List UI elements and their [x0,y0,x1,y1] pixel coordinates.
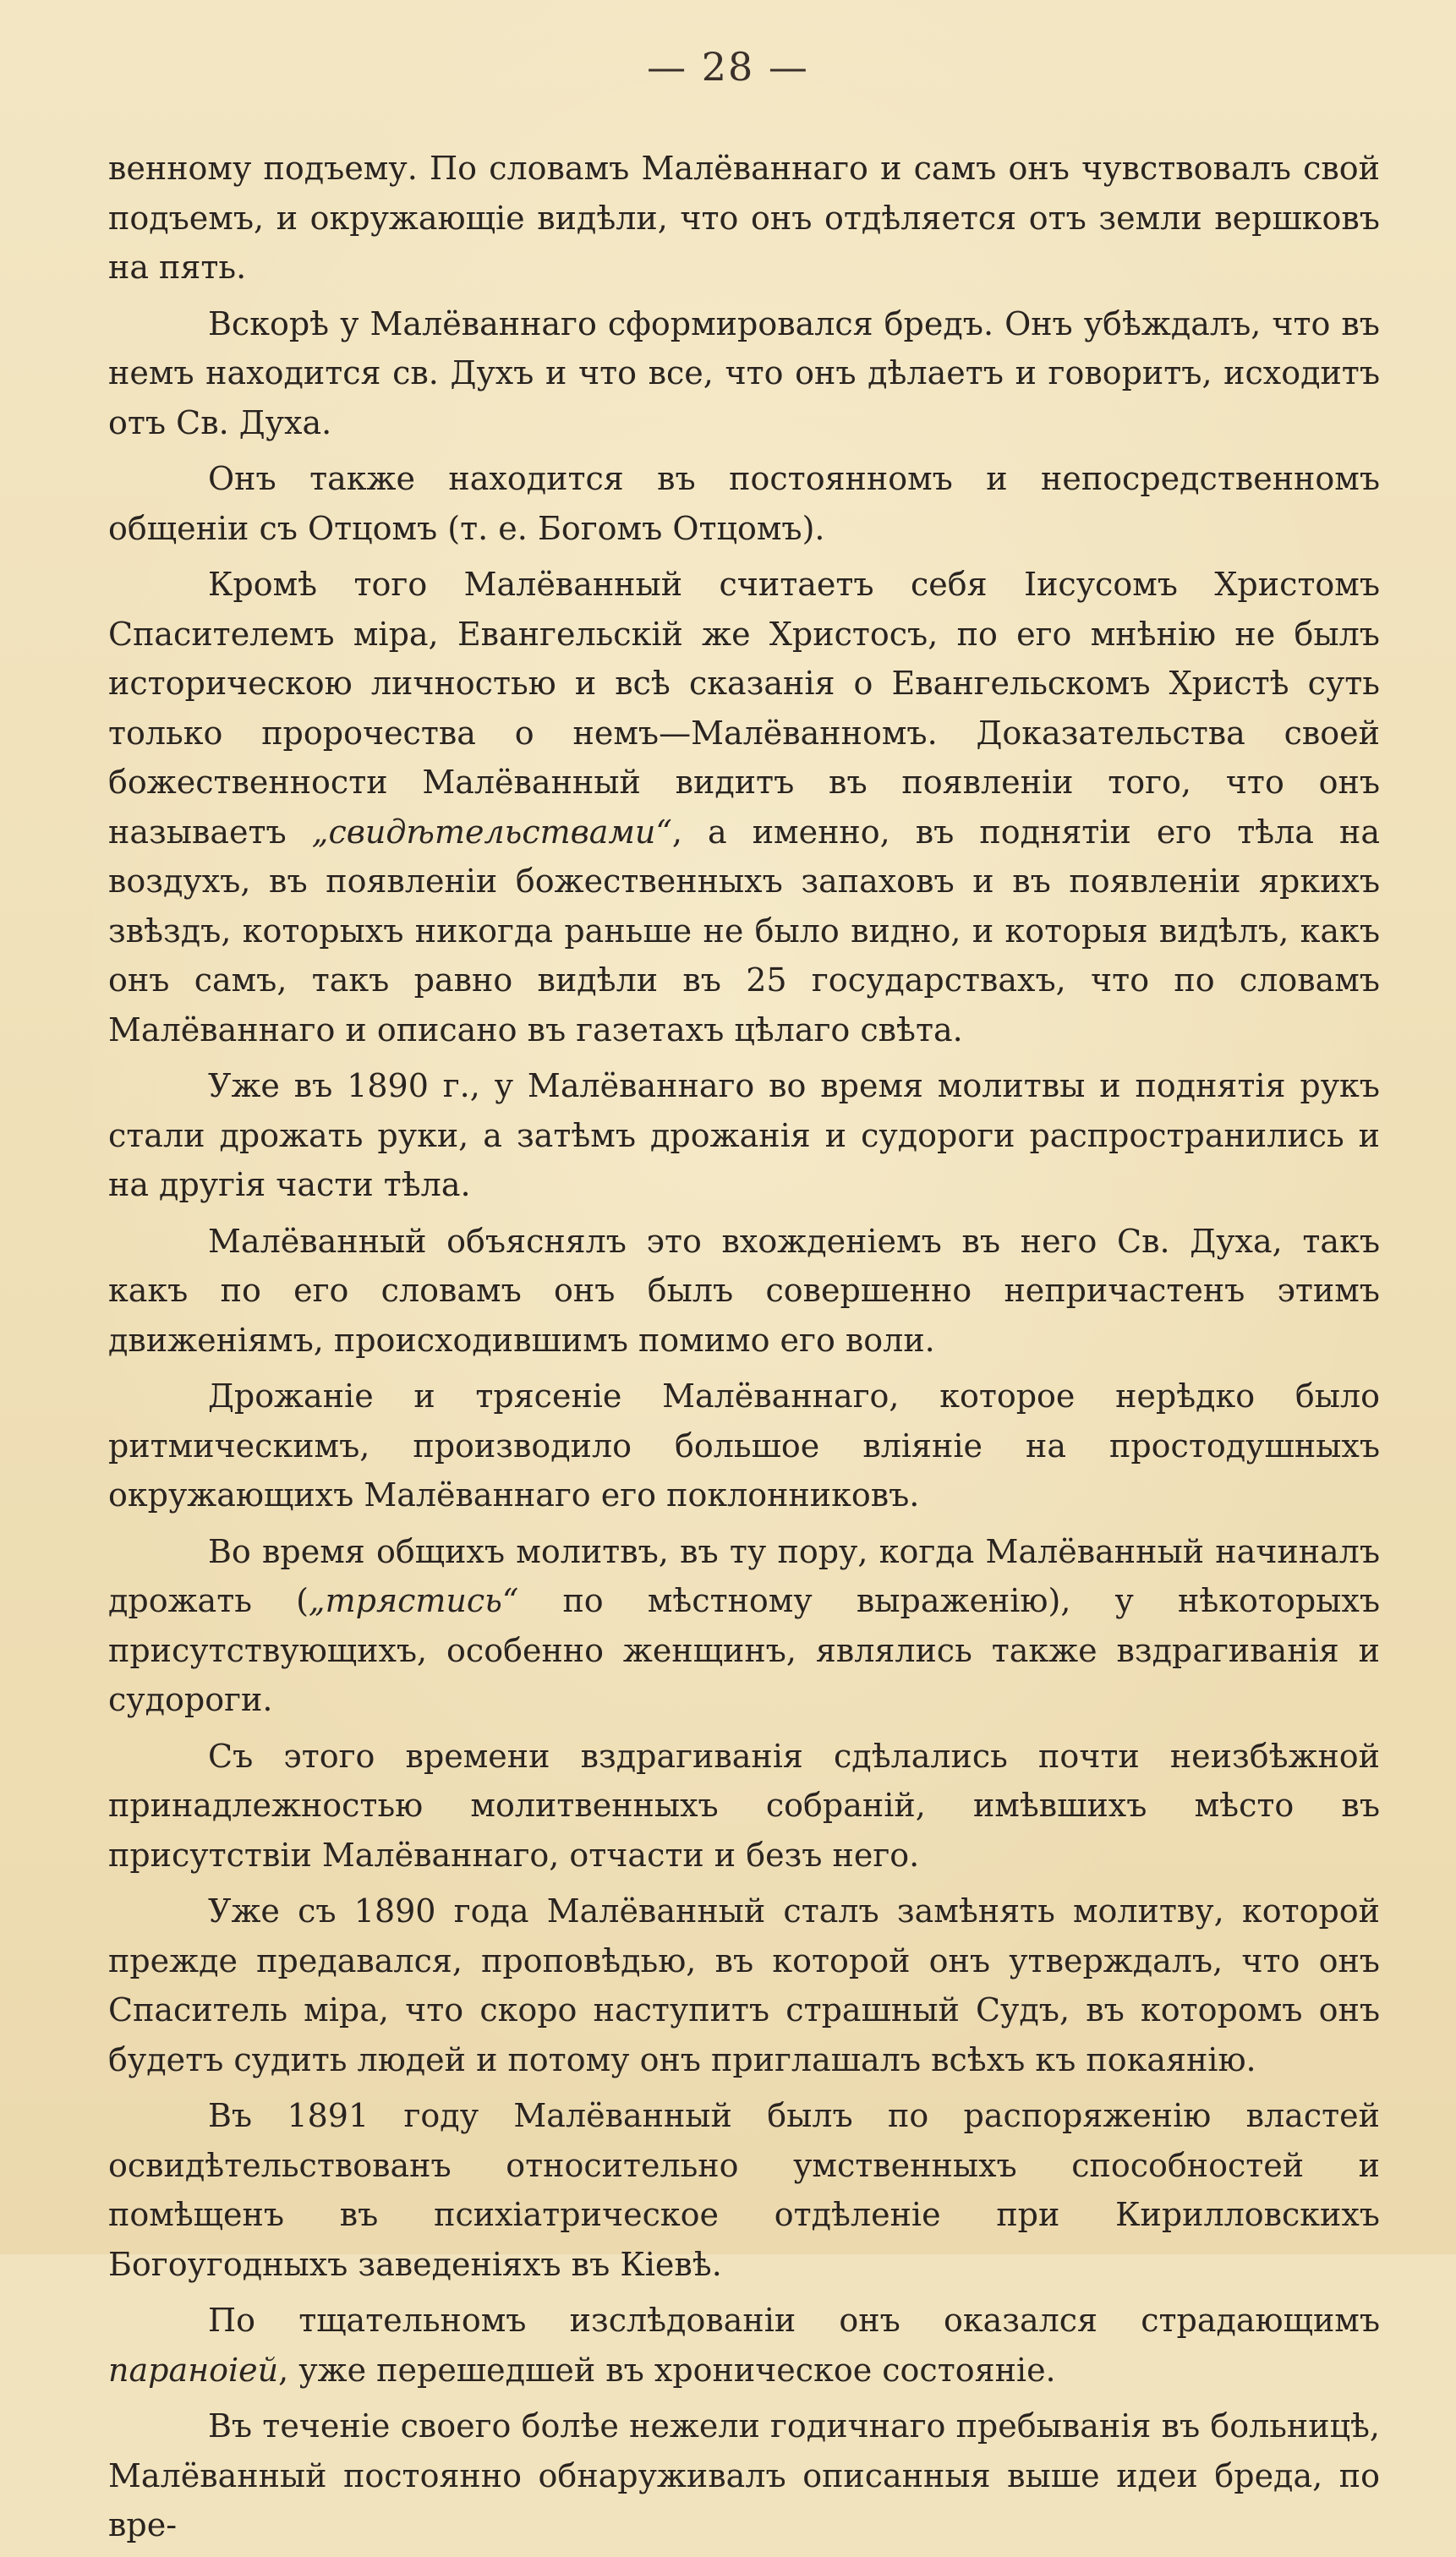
paragraph-p8 [108,1527,1380,1725]
paragraph-text: Въ 1891 году Малёванный былъ по распоряженію властей освидѣтельствованъ относительно умственныхъ способностей и помѣщенъ въ психіатрическое отдѣленіе при Кирилловскихъ Богоугодныхъ заведеніяхъ въ Кіевѣ. [108,2097,1380,2283]
paragraph-p9 [108,1732,1380,1881]
paragraph-text: Онъ также находится въ постоянномъ и непосредственномъ общеніи съ Отцомъ (т. е. Богомъ Отцомъ). [108,460,1380,547]
paragraph-text: По тщательномъ изслѣдованіи онъ оказался страдающимъ [208,2302,1380,2339]
paragraph-text: , уже перешедшей въ хроническое состояніе. [278,2351,1056,2389]
paragraph-text: Во время общихъ молитвъ, въ ту пору, когда Малёванный начиналъ дрожать ( [108,1532,1380,1619]
paragraph-p1 [108,144,1380,293]
page-number: — 28 — [647,44,809,90]
paragraph-text: , а именно, въ поднятіи его тѣла на воздухъ, въ появленіи божественныхъ запаховъ и въ появленіи яркихъ звѣздъ, которыхъ никогда раньше не было видно, и которыя видѣлъ, какъ онъ самъ, такъ равно видѣли въ 25 государствахъ, что по словамъ Малёваннаго и описано въ газетахъ цѣлаго свѣта. [108,813,1380,1049]
paragraph-p10 [108,1886,1380,2084]
paragraph-text: Уже съ 1890 года Малёванный сталъ замѣнять молитву, которой прежде предавался, проповѣдью, въ которой онъ утверждалъ, что онъ Спаситель міра, что скоро наступитъ страшный Судъ, въ которомъ онъ будетъ судить людей и потому онъ приглашалъ всѣхъ къ покаянію. [108,1892,1380,2078]
paragraph-text: Уже въ 1890 г., у Малёваннаго во время молитвы и поднятія рукъ стали дрожать руки, а затѣмъ дрожанія и судороги распространились и на другія части тѣла. [108,1067,1380,1203]
paragraph-p3 [108,454,1380,553]
paragraph-p6 [108,1217,1380,1366]
emphasized-text: „трястись“ [308,1582,519,1619]
emphasized-text: „свидѣтельствами“ [311,813,672,851]
paragraph-p7 [108,1372,1380,1520]
paragraph-p13 [108,2401,1380,2550]
paragraph-text: Въ теченіе своего болѣе нежели годичнаго пребыванія въ больницѣ, Малёванный постоянно обнаруживалъ описанныя выше идеи бреда, по вре- [108,2407,1380,2543]
paragraph-p2 [108,299,1380,448]
emphasized-text: параноіей [108,2351,279,2389]
paragraph-text: Дрожаніе и трясеніе Малёваннаго, которое нерѣдко было ритмическимъ, производило большое вліяніе на простодушныхъ окружающихъ Малёваннаго его поклонниковъ. [108,1377,1380,1514]
paragraph-text: Вскорѣ у Малёваннаго сформировался бредъ. Онъ убѣждалъ, что въ немъ находится св. Духъ и что все, что онъ дѣлаетъ и говоритъ, исходитъ отъ Св. Духа. [108,304,1380,441]
paragraph-text: Кромѣ того Малёванный считаетъ себя Іисусомъ Христомъ Спасителемъ міра, Евангельскій же Христосъ, по его мнѣнію не былъ историческою личностью и всѣ сказанія о Евангельскомъ Христѣ суть только пророчества о немъ—Малёванномъ. Доказательства своей божественности Малёванный видитъ въ появленіи того, что онъ называетъ [108,566,1380,851]
paragraph-p5 [108,1061,1380,1210]
body-text [108,144,1380,2557]
paragraph-text: Малёванный объяснялъ это вхожденіемъ въ него Св. Духа, такъ какъ по его словамъ онъ былъ совершенно непричастенъ этимъ движеніямъ, происходившимъ помимо его воли. [108,1222,1380,1359]
paragraph-p12 [108,2296,1380,2395]
paragraph-text: венному подъему. По словамъ Малёваннаго и самъ онъ чувствовалъ свой подъемъ, и окружающіе видѣли, что онъ отдѣляется отъ земли вершковъ на пять. [108,150,1380,286]
paragraph-text: Съ этого времени вздрагиванія сдѣлались почти неизбѣжной принадлежностью молитвенныхъ собраній, имѣвшихъ мѣсто въ присутствіи Малёваннаго, отчасти и безъ него. [108,1737,1380,1874]
paragraph-p11 [108,2091,1380,2289]
paragraph-p4 [108,560,1380,1054]
paragraph-text: по мѣстному выраженію), у нѣкоторыхъ присутствующихъ, особенно женщинъ, являлись также вздрагиванія и судороги. [108,1582,1380,1718]
